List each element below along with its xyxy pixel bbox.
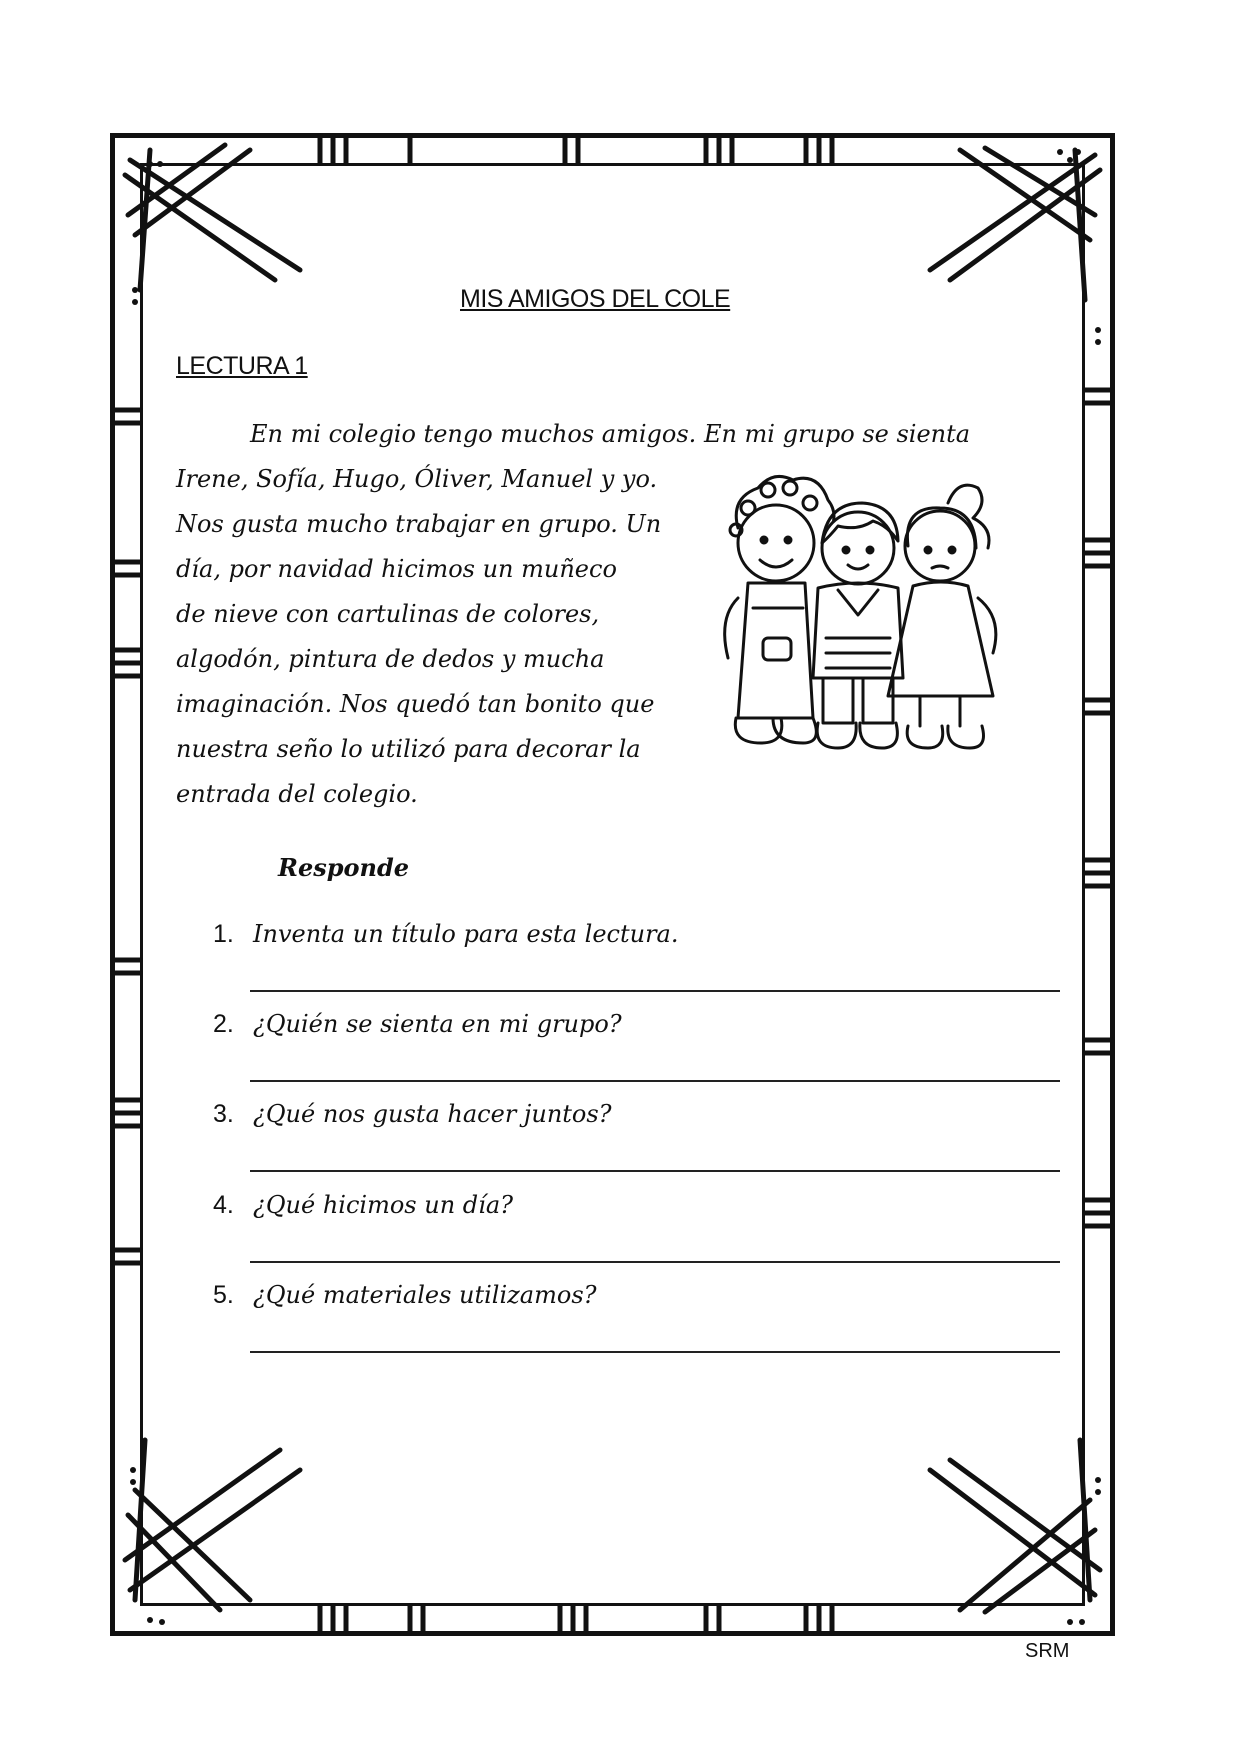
responde-heading: Responde (278, 853, 410, 882)
answer-line[interactable] (250, 1351, 1060, 1353)
question-number: 5. (213, 1281, 234, 1309)
question-number: 1. (213, 920, 234, 948)
page-title: MIS AMIGOS DEL COLE (460, 285, 731, 313)
answer-line[interactable] (250, 1080, 1060, 1082)
answer-line[interactable] (250, 1261, 1060, 1263)
reading-line: entrada del colegio. (176, 780, 418, 808)
reading-line: Nos gusta mucho trabajar en grupo. Un (176, 510, 662, 538)
reading-line: Irene, Sofía, Hugo, Óliver, Manuel y yo. (176, 465, 658, 493)
question-text: ¿Qué hicimos un día? (253, 1191, 513, 1219)
author-initials: SRM (1025, 1640, 1070, 1662)
three-children-friends-icon (708, 468, 1008, 776)
question-number: 4. (213, 1191, 234, 1219)
question-text: ¿Qué nos gusta hacer juntos? (253, 1100, 612, 1128)
reading-subtitle: LECTURA 1 (176, 352, 308, 380)
answer-line[interactable] (250, 990, 1060, 992)
reading-line: nuestra seño lo utilizó para decorar la (176, 735, 641, 763)
answer-line[interactable] (250, 1170, 1060, 1172)
reading-line: imaginación. Nos quedó tan bonito que (176, 690, 655, 718)
reading-line: algodón, pintura de dedos y mucha (176, 645, 605, 673)
question-text: ¿Qué materiales utilizamos? (253, 1281, 597, 1309)
reading-line: de nieve con cartulinas de colores, (176, 600, 600, 628)
question-number: 2. (213, 1010, 234, 1038)
reading-line: día, por navidad hicimos un muñeco (176, 555, 617, 583)
question-number: 3. (213, 1100, 234, 1128)
question-text: Inventa un título para esta lectura. (253, 920, 679, 948)
question-text: ¿Quién se sienta en mi grupo? (253, 1010, 622, 1038)
reading-line: En mi colegio tengo muchos amigos. En mi grupo se sienta (250, 420, 971, 448)
